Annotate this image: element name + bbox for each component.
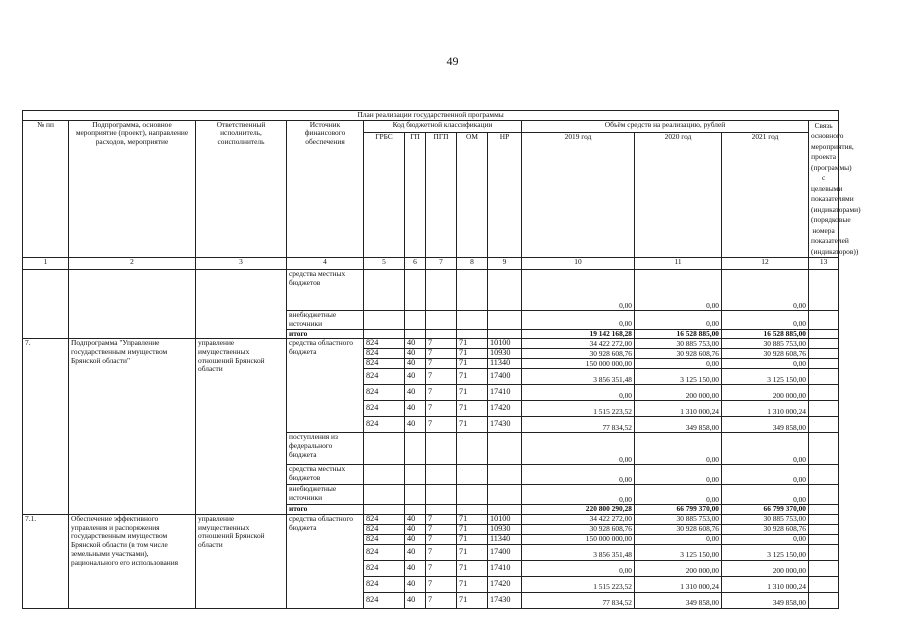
code-cell: 824: [364, 577, 405, 593]
amount-cell: 3 856 351,48: [522, 545, 635, 561]
code-cell: 824: [364, 561, 405, 577]
amount-cell: 30 928 608,76: [522, 525, 635, 535]
link-cell: [809, 577, 839, 593]
code-cell: 17420: [488, 577, 522, 593]
code-cell: [488, 329, 522, 339]
source-cell: итого: [287, 505, 364, 515]
column-number: 12: [722, 258, 809, 270]
amount-cell: 30 885 753,00: [722, 339, 809, 349]
code-cell: 17400: [488, 545, 522, 561]
amount-cell: 30 885 753,00: [722, 515, 809, 525]
code-cell: 71: [457, 577, 488, 593]
code-cell: [405, 433, 426, 465]
code-cell: [488, 465, 522, 485]
code-cell: 40: [405, 385, 426, 401]
amount-cell: 0,00: [522, 485, 635, 505]
code-cell: 7: [426, 359, 457, 369]
code-cell: 40: [405, 401, 426, 417]
link-cell: [809, 561, 839, 577]
link-cell: [809, 359, 839, 369]
code-cell: 824: [364, 515, 405, 525]
code-cell: 71: [457, 525, 488, 535]
header-2021: 2021 год: [722, 133, 809, 258]
amount-cell: 30 928 608,76: [722, 349, 809, 359]
amount-cell: 77 834,52: [522, 593, 635, 609]
code-cell: 40: [405, 545, 426, 561]
code-cell: 17430: [488, 593, 522, 609]
code-cell: 824: [364, 349, 405, 359]
header-pgp: ПГП: [426, 133, 457, 258]
source-cell: поступления из федерального бюджета: [287, 433, 364, 465]
header-grbs: ГРБС: [364, 133, 405, 258]
code-cell: 71: [457, 359, 488, 369]
code-cell: [457, 311, 488, 329]
code-cell: [426, 485, 457, 505]
code-cell: [488, 485, 522, 505]
code-cell: 71: [457, 417, 488, 433]
header-link: Связь основного мероприятия, проекта (программы) с целевыми показателями (индикаторами) (порядковые номера показателей (индикаторов)): [809, 120, 839, 258]
code-cell: [457, 329, 488, 339]
code-cell: [426, 329, 457, 339]
code-cell: 40: [405, 359, 426, 369]
executor-cell: [196, 270, 287, 339]
amount-cell: 200 000,00: [635, 385, 722, 401]
link-cell: [809, 515, 839, 525]
code-cell: [488, 270, 522, 311]
code-cell: 71: [457, 401, 488, 417]
code-cell: 40: [405, 593, 426, 609]
link-cell: [809, 349, 839, 359]
amount-cell: 0,00: [722, 311, 809, 329]
num-cell: [23, 270, 69, 339]
program-cell: [69, 270, 196, 339]
header-program: Подпрограмма, основное мероприятие (проект), направление расходов, мероприятие: [69, 120, 196, 258]
amount-cell: 0,00: [635, 535, 722, 545]
code-cell: 824: [364, 525, 405, 535]
link-cell: [809, 545, 839, 561]
code-cell: 17400: [488, 369, 522, 385]
amount-cell: 16 528 885,00: [635, 329, 722, 339]
code-cell: 40: [405, 417, 426, 433]
code-cell: 40: [405, 369, 426, 385]
code-cell: 824: [364, 545, 405, 561]
page-number: 49: [446, 54, 459, 68]
header-funds: Объём средств на реализацию, рублей: [522, 120, 809, 132]
column-number: 3: [196, 258, 287, 270]
section-executor: управление имущественных отношений Брянской области: [196, 515, 287, 609]
code-cell: 10100: [488, 515, 522, 525]
code-cell: 824: [364, 535, 405, 545]
code-cell: [405, 270, 426, 311]
code-cell: 10930: [488, 349, 522, 359]
header-source: Источник финансового обеспечения: [287, 120, 364, 258]
amount-cell: 0,00: [635, 485, 722, 505]
code-cell: 71: [457, 339, 488, 349]
code-cell: 71: [457, 385, 488, 401]
amount-cell: 77 834,52: [522, 417, 635, 433]
code-cell: [405, 465, 426, 485]
section-executor: управление имущественных отношений Брянской области: [196, 339, 287, 515]
link-cell: [809, 369, 839, 385]
code-cell: [457, 505, 488, 515]
amount-cell: 1 310 000,24: [722, 401, 809, 417]
table-row: [23, 270, 839, 311]
amount-cell: 16 528 885,00: [722, 329, 809, 339]
link-cell: [809, 535, 839, 545]
link-cell: [809, 385, 839, 401]
link-cell: [809, 339, 839, 349]
amount-cell: 0,00: [635, 270, 722, 311]
amount-cell: 0,00: [522, 311, 635, 329]
code-cell: 824: [364, 593, 405, 609]
code-cell: [364, 485, 405, 505]
code-cell: 17430: [488, 417, 522, 433]
code-cell: [457, 433, 488, 465]
column-number: 8: [457, 258, 488, 270]
amount-cell: 0,00: [522, 465, 635, 485]
column-number: 10: [522, 258, 635, 270]
section-source: средства областного бюджета: [287, 339, 364, 433]
column-number: 4: [287, 258, 364, 270]
amount-cell: 34 422 272,00: [522, 515, 635, 525]
link-cell: [809, 433, 839, 465]
link-cell: [809, 465, 839, 485]
code-cell: 7: [426, 577, 457, 593]
code-cell: 824: [364, 369, 405, 385]
amount-cell: 1 310 000,24: [635, 577, 722, 593]
code-cell: 71: [457, 535, 488, 545]
table-caption: План реализации государственной программы: [23, 111, 839, 121]
code-cell: 824: [364, 385, 405, 401]
link-cell: [809, 270, 839, 311]
column-number: 2: [69, 258, 196, 270]
amount-cell: 0,00: [722, 485, 809, 505]
amount-cell: 150 000 000,00: [522, 359, 635, 369]
amount-cell: 1 515 223,52: [522, 577, 635, 593]
amount-cell: 0,00: [522, 561, 635, 577]
amount-cell: 0,00: [722, 535, 809, 545]
column-number: 13: [809, 258, 839, 270]
amount-cell: 1 515 223,52: [522, 401, 635, 417]
amount-cell: 3 125 150,00: [722, 545, 809, 561]
code-cell: 824: [364, 417, 405, 433]
code-cell: 40: [405, 339, 426, 349]
code-cell: [364, 505, 405, 515]
amount-cell: 0,00: [635, 433, 722, 465]
link-cell: [809, 485, 839, 505]
code-cell: [364, 270, 405, 311]
code-cell: 7: [426, 401, 457, 417]
table-row: [23, 339, 839, 349]
code-cell: [426, 270, 457, 311]
amount-cell: 220 800 290,28: [522, 505, 635, 515]
code-cell: 71: [457, 369, 488, 385]
code-cell: [364, 329, 405, 339]
code-cell: 17410: [488, 385, 522, 401]
header-gp: ГП: [405, 133, 426, 258]
code-cell: 17410: [488, 561, 522, 577]
code-cell: [488, 505, 522, 515]
code-cell: [405, 485, 426, 505]
code-cell: [426, 465, 457, 485]
code-cell: 7: [426, 525, 457, 535]
code-cell: 71: [457, 349, 488, 359]
header-om: ОМ: [457, 133, 488, 258]
section-source: средства областного бюджета: [287, 515, 364, 609]
amount-cell: 3 125 150,00: [635, 545, 722, 561]
column-number: 7: [426, 258, 457, 270]
header-executor: Ответственный исполнитель, соисполнитель: [196, 120, 287, 258]
code-cell: 7: [426, 561, 457, 577]
amount-cell: 200 000,00: [722, 385, 809, 401]
code-cell: 824: [364, 339, 405, 349]
code-cell: 11340: [488, 359, 522, 369]
code-cell: [405, 329, 426, 339]
code-cell: 40: [405, 525, 426, 535]
column-number: 11: [635, 258, 722, 270]
code-cell: 7: [426, 417, 457, 433]
code-cell: 7: [426, 369, 457, 385]
link-cell: [809, 401, 839, 417]
code-cell: 824: [364, 359, 405, 369]
code-cell: [457, 270, 488, 311]
code-cell: 40: [405, 577, 426, 593]
code-cell: [426, 311, 457, 329]
amount-cell: 3 125 150,00: [722, 369, 809, 385]
section-program: Обеспечение эффективного управления и распоряжения государственным имуществом Брянской области (в том числе земельными участками), рационального его использования: [69, 515, 196, 609]
code-cell: 40: [405, 349, 426, 359]
code-cell: [364, 311, 405, 329]
amount-cell: 30 928 608,76: [635, 349, 722, 359]
link-cell: [809, 593, 839, 609]
amount-cell: 3 125 150,00: [635, 369, 722, 385]
link-cell: [809, 525, 839, 535]
amount-cell: 0,00: [722, 465, 809, 485]
section-num: 7.: [23, 339, 69, 515]
amount-cell: 30 885 753,00: [635, 339, 722, 349]
amount-cell: 349 858,00: [635, 593, 722, 609]
section-num: 7.1.: [23, 515, 69, 609]
amount-cell: 0,00: [722, 359, 809, 369]
code-cell: 40: [405, 535, 426, 545]
source-cell: средства местных бюджетов: [287, 465, 364, 485]
column-number: 1: [23, 258, 69, 270]
link-cell: [809, 505, 839, 515]
code-cell: 7: [426, 339, 457, 349]
link-cell: [809, 311, 839, 329]
source-cell: итого: [287, 329, 364, 339]
code-cell: [488, 311, 522, 329]
amount-cell: 0,00: [722, 433, 809, 465]
amount-cell: 34 422 272,00: [522, 339, 635, 349]
amount-cell: 3 856 351,48: [522, 369, 635, 385]
amount-cell: 349 858,00: [635, 417, 722, 433]
code-cell: 824: [364, 401, 405, 417]
code-cell: [405, 505, 426, 515]
code-cell: 40: [405, 515, 426, 525]
link-cell: [809, 417, 839, 433]
amount-cell: 349 858,00: [722, 417, 809, 433]
header-2020: 2020 год: [635, 133, 722, 258]
source-cell: внебюджетные источники: [287, 311, 364, 329]
code-cell: [457, 465, 488, 485]
amount-cell: 30 928 608,76: [722, 525, 809, 535]
amount-cell: 0,00: [522, 433, 635, 465]
code-cell: [426, 433, 457, 465]
amount-cell: 66 799 370,00: [722, 505, 809, 515]
amount-cell: 200 000,00: [722, 561, 809, 577]
amount-cell: 0,00: [522, 385, 635, 401]
code-cell: 7: [426, 515, 457, 525]
code-cell: [426, 505, 457, 515]
code-cell: 7: [426, 545, 457, 561]
column-number: 9: [488, 258, 522, 270]
link-cell: [809, 329, 839, 339]
header-num: № пп: [23, 120, 69, 258]
code-cell: 71: [457, 515, 488, 525]
amount-cell: 150 000 000,00: [522, 535, 635, 545]
code-cell: [457, 485, 488, 505]
column-number: 5: [364, 258, 405, 270]
code-cell: 10930: [488, 525, 522, 535]
column-number: 6: [405, 258, 426, 270]
amount-cell: 0,00: [635, 359, 722, 369]
amount-cell: 0,00: [635, 465, 722, 485]
code-cell: 11340: [488, 535, 522, 545]
amount-cell: 0,00: [522, 270, 635, 311]
code-cell: [364, 465, 405, 485]
program-plan-table: [22, 110, 861, 609]
source-cell: средства местных бюджетов: [287, 270, 364, 311]
code-cell: 7: [426, 385, 457, 401]
amount-cell: 1 310 000,24: [722, 577, 809, 593]
header-nr: НР: [488, 133, 522, 258]
code-cell: 71: [457, 545, 488, 561]
amount-cell: 349 858,00: [722, 593, 809, 609]
amount-cell: 19 142 168,28: [522, 329, 635, 339]
section-program: Подпрограмма "Управление государственным имуществом Брянской области": [69, 339, 196, 515]
amount-cell: 0,00: [635, 311, 722, 329]
table-row: [23, 515, 839, 525]
amount-cell: 30 885 753,00: [635, 515, 722, 525]
source-cell: внебюджетные источники: [287, 485, 364, 505]
amount-cell: 30 928 608,76: [635, 525, 722, 535]
code-cell: 71: [457, 561, 488, 577]
amount-cell: 1 310 000,24: [635, 401, 722, 417]
code-cell: 71: [457, 593, 488, 609]
header-2019: 2019 год: [522, 133, 635, 258]
code-cell: 7: [426, 535, 457, 545]
code-cell: [364, 433, 405, 465]
amount-cell: 0,00: [722, 270, 809, 311]
code-cell: 7: [426, 349, 457, 359]
amount-cell: 66 799 370,00: [635, 505, 722, 515]
code-cell: 17420: [488, 401, 522, 417]
amount-cell: 200 000,00: [635, 561, 722, 577]
header-budget-code: Код бюджетной классификации: [364, 120, 522, 132]
code-cell: 40: [405, 561, 426, 577]
code-cell: [488, 433, 522, 465]
code-cell: [405, 311, 426, 329]
amount-cell: 30 928 608,76: [522, 349, 635, 359]
code-cell: 7: [426, 593, 457, 609]
code-cell: 10100: [488, 339, 522, 349]
